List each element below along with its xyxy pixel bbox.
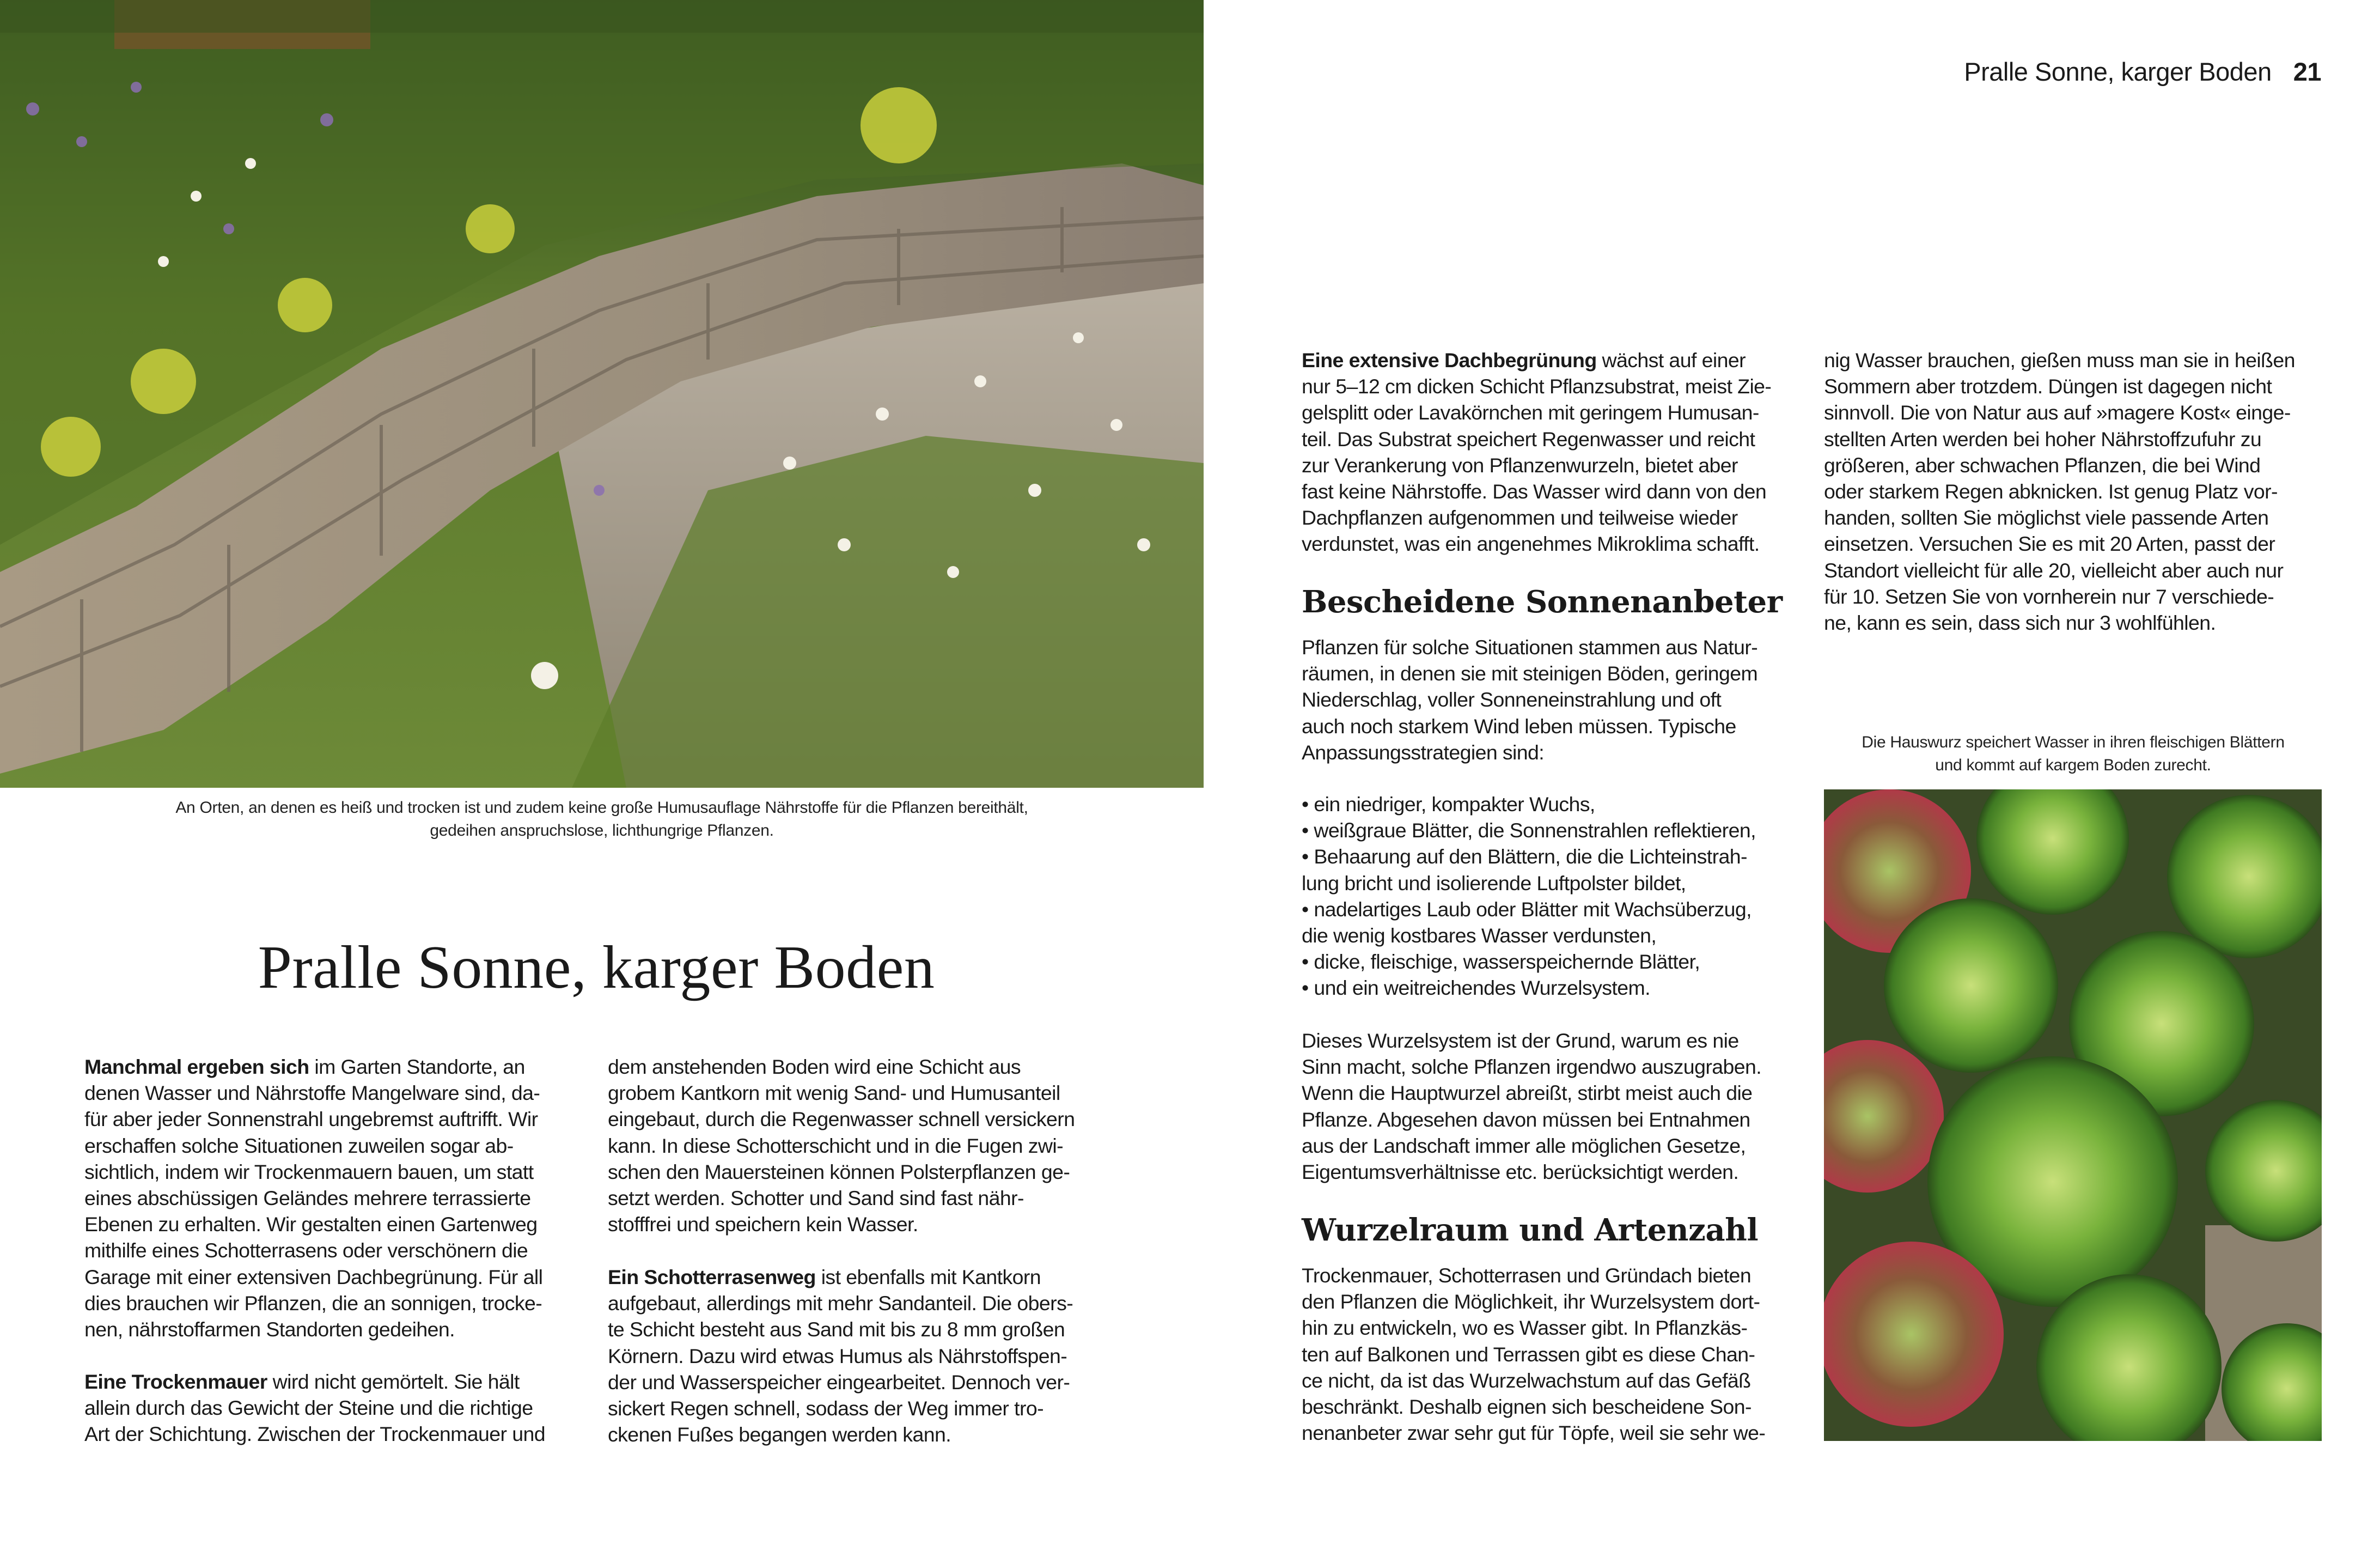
body-paragraph-wurzelsystem: Dieses Wurzelsystem ist der Grund, warum es nie Sinn macht, solche Pflanzen irgendwo auszugraben. Wenn die Hauptwurzel abreißt, stirbt meist auch die Pflanze. Abgesehen davon müssen bei Entnahmen aus der Landschaft immer alle möglichen Gesetze, Eigentumsverhältnisse etc. berücksichtigt werden. <box>1302 1029 1762 1184</box>
succulent-photo-caption: Die Hauswurz speichert Wasser in ihren fleischigen Blättern und kommt auf kargem Boden zurecht. <box>1862 733 2285 774</box>
chapter-title: Pralle Sonne, karger Boden <box>258 934 935 1001</box>
garden-dry-stone-wall-photo <box>0 0 1204 788</box>
paragraph-text: ist ebenfalls mit Kantkorn aufgebaut, allerdings mit mehr Sandanteil. Die obers- te Schicht besteht aus Sand mit bis zu 8 mm großen Körnern. Dazu wird etwas Humus als Nährstoffspen- der und Wasserspeicher eingearbeitet. Dennoch ver- sickert Regen schnell, sodass der Weg immer tro- ckenen Fußes begangen werden kann. <box>608 1266 1073 1446</box>
lead-in: Eine extensive Dachbegrünung <box>1302 349 1597 372</box>
lead-in: Ein Schotterrasenweg <box>608 1266 816 1288</box>
garden-photo-caption: An Orten, an denen es heiß und trocken ist und zudem keine große Humusauflage Nährstoffe für die Pflanzen bereithält, gedeihen anspruchslose, lichthungrige Pflanzen. <box>175 799 1028 840</box>
adaptation-bullet-list: • ein niedriger, kompakter Wuchs, • weißgraue Blätter, die Sonnenstrahlen reflektieren, • Behaarung auf den Blättern, die die Lichteinstrah- lung bricht und isolierende Luftpolster bildet, • nadelartiges Laub oder Blätter mit Wachsüberzug, die wenig kostbares Wasser verdunsten, • dicke, fleischige, wasserspeichernde Blätter, • und ein weitreichendes Wurzelsystem. <box>1302 793 1756 1000</box>
page-number: 21 <box>2293 57 2321 86</box>
body-paragraph-dachbegruenung <box>1302 347 1771 557</box>
lead-in: Eine Trockenmauer <box>84 1370 267 1393</box>
houseleek-succulent-photo <box>1824 789 2322 1441</box>
paragraph-text: wird nicht gemörtelt. Sie hält allein durch das Gewicht der Steine und die richtige Art der Schichtung. Zwischen der Trockenmauer und <box>84 1370 546 1446</box>
paragraph-text: dem anstehenden Boden wird eine Schicht aus grobem Kantkorn mit wenig Sand- und Humusanteil eingebaut, durch die Regenwasser schnell versickern kann. In diese Schotterschicht und in die Fugen zwi- schen den Mauersteinen können Polsterpflanzen ge- setzt werden. Schotter und Sand sind fast nähr- stofffrei und speichern kein Wasser. <box>608 1055 1075 1236</box>
body-paragraph-intro <box>84 1054 542 1342</box>
paragraph-text: im Garten Standorte, an denen Wasser und Nährstoffe Mangelware sind, da- für aber jeder Sonnenstrahl ungebremst auftrifft. Wir erschaffen solche Situationen zuweilen sogar ab- sichtlich, indem wir Trockenmauern bauen, um statt eines abschüssigen Geländes mehrere terrassierte Ebenen zu erhalten. Wir gestalten einen Gartenweg mithilfe eines Schotterrasens oder verschönern die Garage mit einer extensiven Dachbegrünung. Für all dies brauchen wir Pflanzen, die an sonnigen, trocke- nen, nährstoffarmen Standorten gedeihen. <box>84 1055 543 1341</box>
section-heading-wurzelraum: Wurzelraum und Artenzahl <box>1302 1212 1759 1248</box>
body-paragraph-pflanzkaesten: Trockenmauer, Schotterrasen und Gründach bieten den Pflanzen die Möglichkeit, ihr Wurzelsystem dort- hin zu entwickeln, wo es Wasser gibt. In Pflanzkäs- ten auf Balkonen und Terrassen gibt es diese Chan- ce nicht, da ist das Wurzelwachstum auf das Gefäß beschränkt. Deshalb eignen sich bescheidene Son- nenanbeter zwar sehr gut für Töpfe, weil sie sehr we- <box>1302 1264 1766 1445</box>
section-heading-bescheidene-sonnenanbeter: Bescheidene Sonnenanbeter <box>1302 584 1783 620</box>
body-paragraph-continued <box>608 1054 1075 1237</box>
body-paragraph-naturraeume: Pflanzen für solche Situationen stammen aus Natur- räumen, in denen sie mit steinigen Böden, geringem Niederschlag, voller Sonneneinstrahlung und oft auch noch starkem Wind leben müssen. Typische Anpassungsstrategien sind: <box>1302 636 1758 764</box>
paragraph-text: wächst auf einer nur 5–12 cm dicken Schicht Pflanzsubstrat, meist Zie- gelsplitt oder Lavakörnchen mit geringem Humusan- teil. Das Substrat speichert Regenwasser und reicht zur Verankerung von Pflanzenwurzeln, bietet aber fast keine Nährstoffe. Das Wasser wird dann von den Dachpflanzen aufgenommen und teilweise wieder verdunstet, was ein angenehmes Mikroklima schafft. <box>1302 349 1772 556</box>
running-head <box>1964 57 2321 87</box>
body-paragraph-duengen: nig Wasser brauchen, gießen muss man sie in heißen Sommern aber trotzdem. Düngen ist dagegen nicht sinnvoll. Die von Natur aus auf »magere Kost« einge- stellten Arten werden bei hoher Nährstoffzufuhr zu größeren, aber schwachen Pflanzen, die bei Wind oder starkem Regen abknicken. Ist genug Platz vor- handen, sollten Sie möglichst viele passende Arten einsetzen. Versuchen Sie es mit 20 Arten, passt der Standort vielleicht für alle 20, vielleicht aber auch nur für 10. Setzen Sie von vornherein nur 7 verschiede- ne, kann es sein, dass sich nur 3 wohlfühlen. <box>1824 349 2295 635</box>
running-head-title: Pralle Sonne, karger Boden <box>1964 57 2272 86</box>
body-paragraph-schotterrasenweg <box>608 1264 1073 1447</box>
lead-in: Manchmal ergeben sich <box>84 1055 309 1078</box>
body-paragraph-trockenmauer <box>84 1369 545 1447</box>
